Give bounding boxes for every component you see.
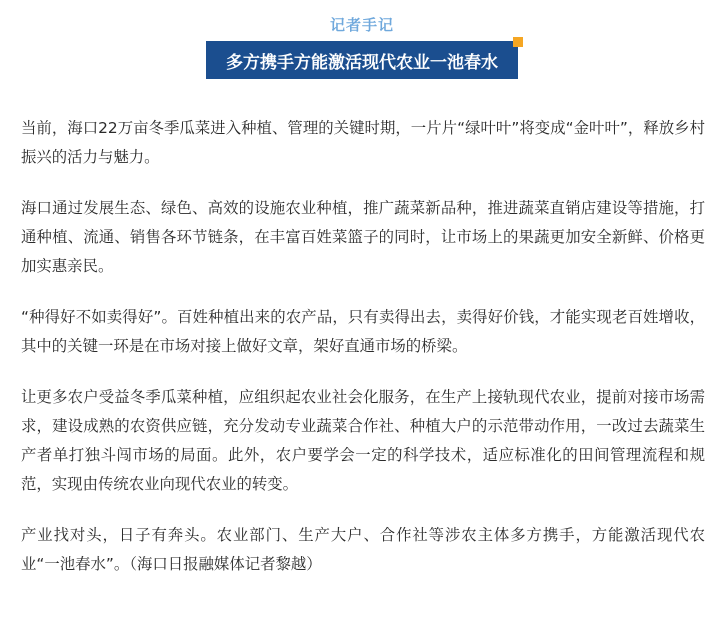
paragraph: 当前，海口22万亩冬季瓜菜进入种植、管理的关键时期，一片片“绿叶叶”将变成“金叶叶”，释放乡村振兴的活力与魅力。: [21, 119, 705, 166]
corner-accent: [513, 37, 523, 47]
paragraph: 海口通过发展生态、绿色、高效的设施农业种植，推广蔬菜新品种，推进蔬菜直销店建设等措施，打通种植、流通、销售各环节链条，在丰富百姓菜篮子的同时，让市场上的果蔬更加安全新鲜、价格更加实惠亲民。: [21, 199, 705, 275]
headline: 多方携手方能激活现代农业一池春水: [206, 41, 518, 79]
headline-banner: [206, 41, 518, 79]
paragraph: 产业找对头，日子有奔头。农业部门、生产大户、合作社等涉农主体多方携手，方能激活现代农业“一池春水”。（海口日报融媒体记者黎越）: [21, 526, 705, 573]
article-body: [21, 114, 705, 601]
section-kicker: 记者手记: [329, 16, 394, 34]
paragraph: “种得好不如卖得好”。百姓种植出来的农产品，只有卖得出去，卖得好价钱，才能实现老百姓增收，其中的关键一环是在市场对接上做好文章，架好直通市场的桥梁。: [21, 308, 705, 355]
paragraph: 让更多农户受益冬季瓜菜种植，应组织起农业社会化服务，在生产上接轨现代农业，提前对接市场需求，建设成熟的农资供应链，充分发动专业蔬菜合作社、种植大户的示范带动作用，一改过去蔬菜生产者单打独斗闯市场的局面。此外，农户要学会一定的科学技术，适应标准化的田间管理流程和规范，实现由传统农业向现代农业的转变。: [21, 388, 705, 493]
